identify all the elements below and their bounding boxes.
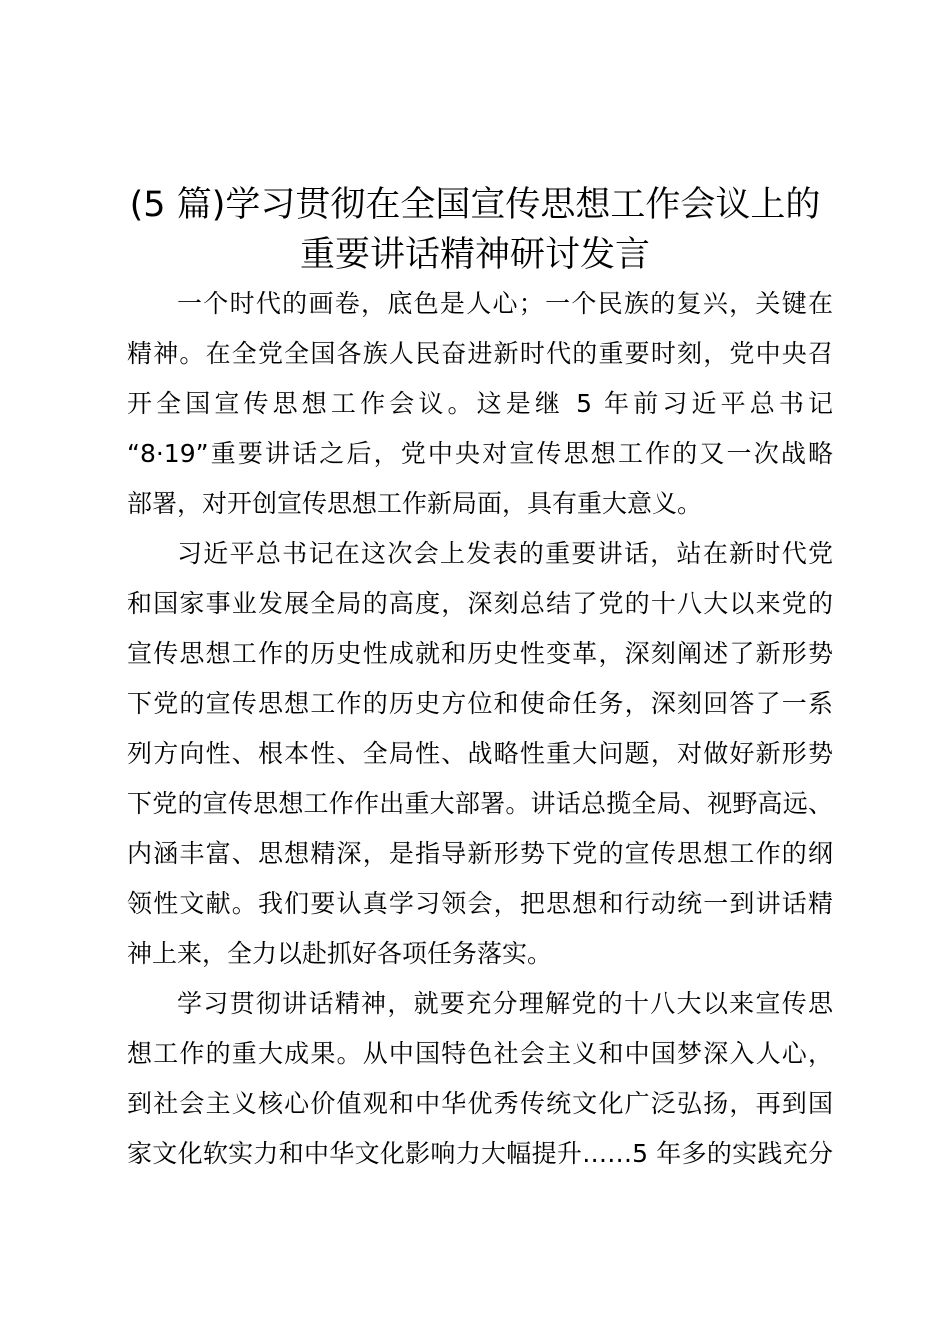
paragraph-2 bbox=[127, 529, 833, 979]
paragraph-line: 一个时代的画卷，底色是人心；一个民族的复兴，关键在 bbox=[177, 289, 833, 318]
paragraph-line: 领性文献。我们要认真学习领会，把思想和行动统一到讲话精 bbox=[127, 889, 833, 918]
paragraph-line: 精神。在全党全国各族人民奋进新时代的重要时刻，党中央召 bbox=[127, 339, 833, 368]
document-title-line-1: (5 篇)学习贯彻在全国宣传思想工作会议上的 bbox=[129, 185, 821, 225]
paragraph-line: 宣传思想工作的历史性成就和历史性变革，深刻阐述了新形势 bbox=[127, 639, 833, 668]
document-title-line-2: 重要讲话精神研讨发言 bbox=[299, 235, 650, 275]
paragraph-3 bbox=[127, 979, 833, 1179]
paragraph-line: 想工作的重大成果。从中国特色社会主义和中国梦深入人心， bbox=[127, 1039, 833, 1068]
paragraph-line: 家文化软实力和中华文化影响力大幅提升……5 年多的实践充分 bbox=[127, 1139, 833, 1168]
paragraph-line: 部署，对开创宣传思想工作新局面，具有重大意义。 bbox=[127, 489, 703, 518]
paragraph-line: 和国家事业发展全局的高度，深刻总结了党的十八大以来党的 bbox=[127, 589, 833, 618]
paragraph-line: “8·19”重要讲话之后，党中央对宣传思想工作的又一次战略 bbox=[127, 439, 833, 468]
paragraph-line: 到社会主义核心价值观和中华优秀传统文化广泛弘扬，再到国 bbox=[127, 1089, 833, 1118]
document-body bbox=[127, 279, 833, 1179]
paragraph-line: 下党的宣传思想工作的历史方位和使命任务，深刻回答了一系 bbox=[127, 689, 833, 718]
paragraph-line: 学习贯彻讲话精神，就要充分理解党的十八大以来宣传思 bbox=[177, 989, 833, 1018]
paragraph-line: 列方向性、根本性、全局性、战略性重大问题，对做好新形势 bbox=[127, 739, 833, 768]
paragraph-line: 内涵丰富、思想精深，是指导新形势下党的宣传思想工作的纲 bbox=[127, 839, 833, 868]
paragraph-line: 下党的宣传思想工作作出重大部署。讲话总揽全局、视野高远、 bbox=[127, 789, 833, 818]
paragraph-1 bbox=[127, 279, 833, 529]
paragraph-line: 习近平总书记在这次会上发表的重要讲话，站在新时代党 bbox=[177, 539, 833, 568]
paragraph-line: 神上来，全力以赴抓好各项任务落实。 bbox=[127, 939, 553, 968]
paragraph-line: 开全国宣传思想工作会议。这是继 5 年前习近平总书记 bbox=[127, 389, 833, 418]
